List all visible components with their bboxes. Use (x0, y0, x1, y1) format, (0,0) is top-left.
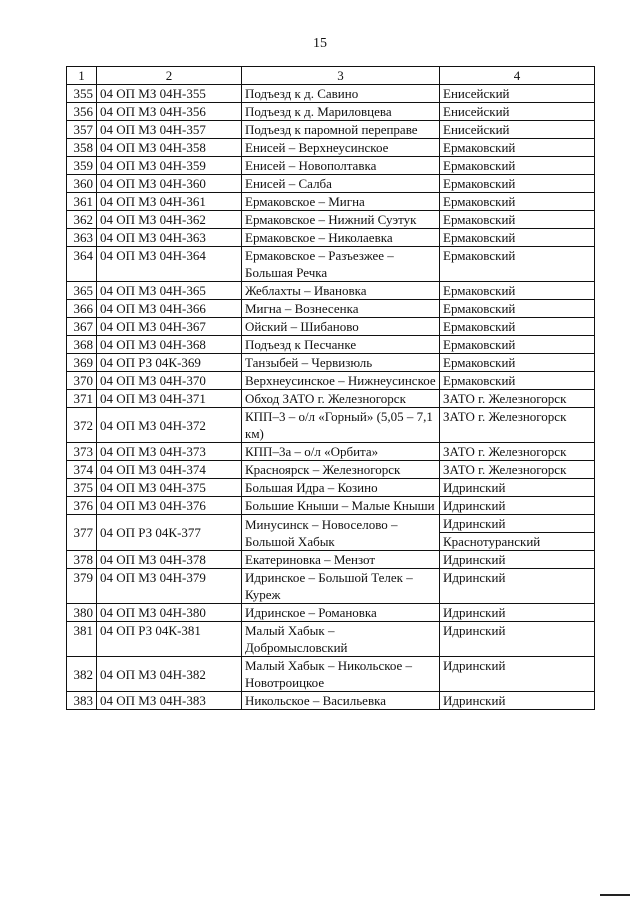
table-row (67, 461, 595, 479)
region-cell (440, 247, 595, 282)
row-number-cell: 365 (67, 282, 97, 300)
road-code-cell: 04 ОП МЗ 04Н-382 (97, 657, 242, 692)
region-cell (440, 318, 595, 336)
road-code-cell: 04 ОП МЗ 04Н-365 (97, 282, 242, 300)
table-row (67, 569, 595, 604)
roads-table (66, 66, 595, 710)
region-cell (440, 229, 595, 247)
region-cell (440, 408, 595, 443)
table-row (67, 551, 595, 569)
region-name: ЗАТО г. Железногорск (443, 391, 567, 406)
row-number-cell: 355 (67, 85, 97, 103)
region-name: Идринский (443, 605, 506, 620)
road-name-cell: Танзыбей – Червизюль (242, 354, 440, 372)
road-name-cell: Верхнеусинское – Нижнеусинское (242, 372, 440, 390)
road-code-cell: 04 ОП МЗ 04Н-363 (97, 229, 242, 247)
road-code-cell: 04 ОП МЗ 04Н-375 (97, 479, 242, 497)
region-name: Краснотуранский (440, 532, 594, 550)
region-cell (440, 622, 595, 657)
table-row (67, 229, 595, 247)
road-code-cell: 04 ОП МЗ 04Н-367 (97, 318, 242, 336)
table-row (67, 497, 595, 515)
region-name: Идринский (443, 693, 506, 708)
row-number-cell: 362 (67, 211, 97, 229)
region-cell (440, 336, 595, 354)
region-cell (440, 692, 595, 710)
road-code-cell: 04 ОП МЗ 04Н-374 (97, 461, 242, 479)
table-row (67, 408, 595, 443)
row-number-cell: 379 (67, 569, 97, 604)
road-code-cell: 04 ОП МЗ 04Н-357 (97, 121, 242, 139)
road-name-cell: Жеблахты – Ивановка (242, 282, 440, 300)
region-cell (440, 461, 595, 479)
row-number-cell: 370 (67, 372, 97, 390)
region-name: ЗАТО г. Железногорск (443, 409, 567, 424)
region-cell (440, 551, 595, 569)
row-number-cell: 369 (67, 354, 97, 372)
region-cell (440, 157, 595, 175)
region-name: Ермаковский (443, 301, 516, 316)
road-name-cell: Мигна – Вознесенка (242, 300, 440, 318)
region-cell (440, 497, 595, 515)
page-number: 15 (313, 36, 327, 51)
region-cell (440, 175, 595, 193)
table-row (67, 193, 595, 211)
road-name-cell: Ермаковское – Мигна (242, 193, 440, 211)
region-name: Ермаковский (443, 319, 516, 334)
road-code-cell: 04 ОП МЗ 04Н-376 (97, 497, 242, 515)
region-cell (440, 479, 595, 497)
road-code-cell: 04 ОП МЗ 04Н-371 (97, 390, 242, 408)
row-number-cell: 367 (67, 318, 97, 336)
row-number-cell: 376 (67, 497, 97, 515)
road-code-cell: 04 ОП МЗ 04Н-379 (97, 569, 242, 604)
row-number-cell: 374 (67, 461, 97, 479)
road-name-cell: Малый Хабык – Никольское – Новотроицкое (242, 657, 440, 692)
table-row (67, 300, 595, 318)
region-name: Енисейский (443, 122, 510, 137)
region-name: Ермаковский (443, 283, 516, 298)
road-name-cell: Большая Идра – Козино (242, 479, 440, 497)
road-code-cell: 04 ОП МЗ 04Н-368 (97, 336, 242, 354)
region-name: Ермаковский (443, 194, 516, 209)
region-cell (440, 372, 595, 390)
row-number-cell: 380 (67, 604, 97, 622)
table-row (67, 157, 595, 175)
table-header-row (67, 67, 595, 85)
region-name: ЗАТО г. Железногорск (443, 444, 567, 459)
road-name-cell: Ермаковское – Разъезжее – Большая Речка (242, 247, 440, 282)
road-name-cell: Подъезд к д. Савино (242, 85, 440, 103)
table-row (67, 443, 595, 461)
row-number-cell: 360 (67, 175, 97, 193)
region-name: Ермаковский (443, 373, 516, 388)
table-row (67, 390, 595, 408)
table-row (67, 211, 595, 229)
road-name-cell: Малый Хабык – Добромысловский (242, 622, 440, 657)
header-cell: 2 (97, 67, 242, 85)
region-name: Идринский (443, 498, 506, 513)
road-name-cell: Енисей – Верхнеусинское (242, 139, 440, 157)
row-number-cell: 377 (67, 515, 97, 551)
region-cell (440, 604, 595, 622)
region-name: Ермаковский (443, 248, 516, 263)
table-row (67, 622, 595, 657)
region-name: Идринский (443, 480, 506, 495)
region-name: ЗАТО г. Железногорск (443, 462, 567, 477)
row-number-cell: 356 (67, 103, 97, 121)
road-code-cell: 04 ОП РЗ 04К-377 (97, 515, 242, 551)
road-name-cell: Идринское – Большой Телек – Куреж (242, 569, 440, 604)
region-name: Идринский (443, 570, 506, 585)
road-code-cell: 04 ОП РЗ 04К-381 (97, 622, 242, 657)
table-row (67, 85, 595, 103)
road-code-cell: 04 ОП МЗ 04Н-383 (97, 692, 242, 710)
road-name-cell: КПП–3 – о/л «Горный» (5,05 – 7,1 км) (242, 408, 440, 443)
row-number-cell: 382 (67, 657, 97, 692)
road-code-cell: 04 ОП МЗ 04Н-358 (97, 139, 242, 157)
road-code-cell: 04 ОП МЗ 04Н-362 (97, 211, 242, 229)
row-number-cell: 357 (67, 121, 97, 139)
row-number-cell: 363 (67, 229, 97, 247)
region-cell (440, 85, 595, 103)
header-cell: 4 (440, 67, 595, 85)
road-name-cell: Большие Кныши – Малые Кныши (242, 497, 440, 515)
row-number-cell: 361 (67, 193, 97, 211)
table-row (67, 336, 595, 354)
table-row (67, 247, 595, 282)
road-name-cell: Подъезд к Песчанке (242, 336, 440, 354)
road-name-cell: Екатериновка – Мензот (242, 551, 440, 569)
region-cell (440, 515, 595, 551)
region-cell (440, 300, 595, 318)
road-code-cell: 04 ОП МЗ 04Н-360 (97, 175, 242, 193)
region-name: Енисейский (443, 86, 510, 101)
road-name-cell: Енисей – Салба (242, 175, 440, 193)
region-name: Ермаковский (443, 158, 516, 173)
region-name: Ермаковский (443, 176, 516, 191)
table-row (67, 692, 595, 710)
road-code-cell: 04 ОП МЗ 04Н-355 (97, 85, 242, 103)
road-code-cell: 04 ОП МЗ 04Н-380 (97, 604, 242, 622)
road-name-cell: Обход ЗАТО г. Железногорск (242, 390, 440, 408)
region-cell (440, 390, 595, 408)
header-cell: 1 (67, 67, 97, 85)
row-number-cell: 372 (67, 408, 97, 443)
region-cell (440, 103, 595, 121)
row-number-cell: 366 (67, 300, 97, 318)
region-cell (440, 657, 595, 692)
road-name-cell: Минусинск – Новоселово – Большой Хабык (242, 515, 440, 551)
road-code-cell: 04 ОП МЗ 04Н-361 (97, 193, 242, 211)
table-row (67, 604, 595, 622)
road-name-cell: Подъезд к д. Мариловцева (242, 103, 440, 121)
row-number-cell: 358 (67, 139, 97, 157)
region-cell (440, 282, 595, 300)
row-number-cell: 371 (67, 390, 97, 408)
road-name-cell: Ойский – Шибаново (242, 318, 440, 336)
road-code-cell: 04 ОП МЗ 04Н-373 (97, 443, 242, 461)
road-code-cell: 04 ОП РЗ 04К-369 (97, 354, 242, 372)
table-row (67, 121, 595, 139)
table-row (67, 479, 595, 497)
road-name-cell: Ермаковское – Нижний Суэтук (242, 211, 440, 229)
road-name-cell: Ермаковское – Николаевка (242, 229, 440, 247)
region-cell (440, 443, 595, 461)
region-name: Идринский (443, 623, 506, 638)
region-cell (440, 139, 595, 157)
region-name: Ермаковский (443, 140, 516, 155)
table-row (67, 318, 595, 336)
region-name: Ермаковский (443, 230, 516, 245)
row-number-cell: 378 (67, 551, 97, 569)
region-name: Идринский (443, 516, 506, 531)
row-number-cell: 368 (67, 336, 97, 354)
road-code-cell: 04 ОП МЗ 04Н-372 (97, 408, 242, 443)
road-name-cell: КПП–3а – о/л «Орбита» (242, 443, 440, 461)
table-row (67, 657, 595, 692)
row-number-cell: 364 (67, 247, 97, 282)
table-row (67, 354, 595, 372)
region-cell (440, 193, 595, 211)
road-code-cell: 04 ОП МЗ 04Н-359 (97, 157, 242, 175)
road-code-cell: 04 ОП МЗ 04Н-364 (97, 247, 242, 282)
road-name-cell: Красноярск – Железногорск (242, 461, 440, 479)
row-number-cell: 359 (67, 157, 97, 175)
region-name: Ермаковский (443, 355, 516, 370)
table-row (67, 515, 595, 551)
road-name-cell: Никольское – Васильевка (242, 692, 440, 710)
row-number-cell: 373 (67, 443, 97, 461)
table-row (67, 175, 595, 193)
road-name-cell: Идринское – Романовка (242, 604, 440, 622)
road-code-cell: 04 ОП МЗ 04Н-356 (97, 103, 242, 121)
table-row (67, 372, 595, 390)
region-name: Ермаковский (443, 337, 516, 352)
road-name-cell: Подъезд к паромной переправе (242, 121, 440, 139)
row-number-cell: 381 (67, 622, 97, 657)
table-row (67, 103, 595, 121)
region-name: Идринский (443, 552, 506, 567)
header-cell: 3 (242, 67, 440, 85)
region-cell (440, 354, 595, 372)
corner-mark (600, 894, 630, 896)
table-row (67, 139, 595, 157)
region-name: Идринский (443, 658, 506, 673)
road-code-cell: 04 ОП МЗ 04Н-378 (97, 551, 242, 569)
row-number-cell: 375 (67, 479, 97, 497)
road-code-cell: 04 ОП МЗ 04Н-366 (97, 300, 242, 318)
region-cell (440, 121, 595, 139)
road-name-cell: Енисей – Новополтавка (242, 157, 440, 175)
region-name: Енисейский (443, 104, 510, 119)
road-code-cell: 04 ОП МЗ 04Н-370 (97, 372, 242, 390)
row-number-cell: 383 (67, 692, 97, 710)
region-name: Ермаковский (443, 212, 516, 227)
table-row (67, 282, 595, 300)
region-cell (440, 211, 595, 229)
region-cell (440, 569, 595, 604)
